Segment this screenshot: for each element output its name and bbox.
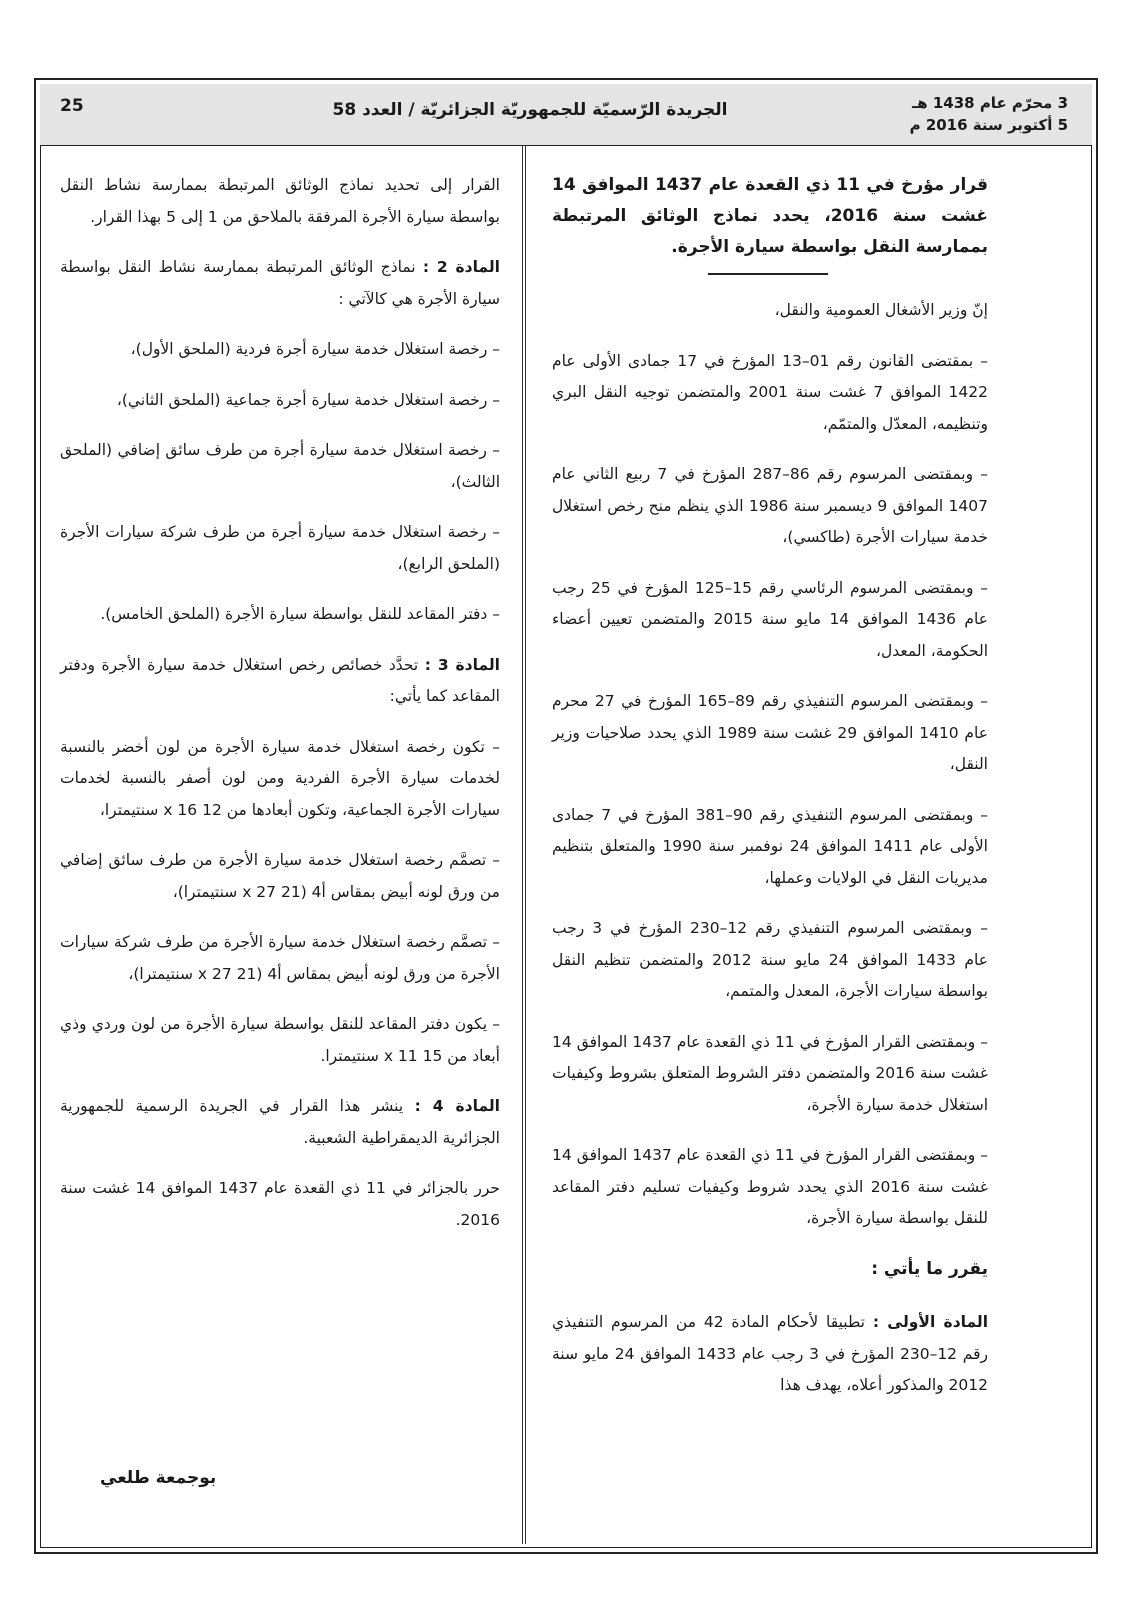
consideration-item: – وبمقتضى المرسوم التنفيذي رقم 90–381 المؤرخ في 7 جمادى الأولى عام 1411 الموافق 24 نوفمبر سنة 1990 والمتعلق بتنظيم مديريات النقل في الولايات وعملها، bbox=[552, 805, 988, 887]
article-3-text: تحدَّد خصائص رخص استغلال خدمة سيارة الأجرة ودفتر المقاعد كما يأتي: bbox=[60, 655, 500, 705]
header-date bbox=[868, 92, 1068, 136]
article-3-label: المادة 3 : bbox=[424, 655, 500, 674]
article-2-item: – رخصة استغلال خدمة سيارة أجرة من طرف شركة سيارات الأجرة (الملحق الرابع)، bbox=[60, 523, 500, 573]
decree-intro: إنّ وزير الأشغال العمومية والنقل، bbox=[774, 301, 988, 319]
consideration-item: – بمقتضى القانون رقم 01–13 المؤرخ في 17 جمادى الأولى عام 1422 الموافق 7 غشت سنة 2001 والمتضمن توجيه النقل البري وتنظيمه، المعدّل والمتمّم، bbox=[552, 351, 988, 433]
article-3-item: – تكون رخصة استغلال خدمة سيارة الأجرة من لون أخضر بالنسبة لخدمات سيارة الأجرة الفردية ومن لون أصفر بالنسبة لخدمات سيارات الأجرة الجماعية، وتكون أبعادها من 12 x 16 سنتيمترا، bbox=[60, 737, 500, 819]
consideration-item: – وبمقتضى المرسوم التنفيذي رقم 12–230 المؤرخ في 3 رجب عام 1433 الموافق 24 مايو سنة 2012 والمتضمن تنظيم النقل بواسطة سيارات الأجرة، المعدل والمتمم، bbox=[552, 919, 989, 1000]
page-number: 25 bbox=[60, 96, 84, 116]
article-2-text: نماذج الوثائق المرتبطة بممارسة نشاط النقل بواسطة سيارة الأجرة هي كالآتي : bbox=[60, 258, 500, 308]
consideration-item: – وبمقتضى المرسوم التنفيذي رقم 89–165 المؤرخ في 27 محرم عام 1410 الموافق 29 غشت سنة 1989 الذي يحدد صلاحيات وزير النقل، bbox=[552, 692, 988, 773]
article-3-item: – تصمَّم رخصة استغلال خدمة سيارة الأجرة من طرف سائق إضافي من ورق لونه أبيض بمقاس أ4 (21 x 27 سنتيمترا)، bbox=[60, 851, 500, 901]
article-3-item: – تصمَّم رخصة استغلال خدمة سيارة الأجرة من طرف شركة سيارات الأجرة من ورق لونه أبيض بمقاس أ4 (21 x 27 سنتيمترا)، bbox=[60, 933, 500, 983]
article-2 bbox=[60, 252, 500, 315]
article-2-item: – رخصة استغلال خدمة سيارة أجرة فردية (الملحق الأول)، bbox=[130, 340, 500, 358]
article-2-item: – رخصة استغلال خدمة سيارة أجرة جماعية (الملحق الثاني)، bbox=[116, 390, 500, 409]
article-1-text: تطبيقا لأحكام المادة 42 من المرسوم التنفيذي رقم 12–230 المؤرخ في 3 رجب عام 1433 الموافق 24 مايو سنة 2012 والمذكور أعلاه، يهدف هذا bbox=[552, 1313, 988, 1394]
decides-heading: يقرر ما يأتي : bbox=[871, 1258, 988, 1279]
article-2-label: المادة 2 : bbox=[422, 258, 500, 276]
article-3-item: – يكون دفتر المقاعد للنقل بواسطة سيارة الأجرة من لون وردي وذي أبعاد من 15 x 11 سنتيمترا. bbox=[60, 1015, 500, 1065]
column-separator bbox=[522, 146, 526, 1544]
article-1-label: المادة الأولى : bbox=[872, 1313, 989, 1331]
decree-title: قرار مؤرخ في 11 ذي القعدة عام 1437 الموافق 14 غشت سنة 2016، يحدد نماذج الوثائق المرتبطة بممارسة النقل بواسطة سيارة الأجرة. bbox=[552, 175, 989, 257]
article-3 bbox=[60, 650, 500, 713]
consideration-item: – وبمقتضى المرسوم رقم 86–287 المؤرخ في 7 ربيع الثاني عام 1407 الموافق 9 ديسمبر سنة 1986 الذي ينظم منح رخص استغلال خدمة سيارات الأجرة (طاكسي)، bbox=[552, 465, 988, 546]
right-column bbox=[552, 170, 988, 1421]
article-4-label: المادة 4 : bbox=[414, 1097, 500, 1115]
article-4 bbox=[60, 1091, 500, 1154]
header-hijri-date: 3 محرّم عام 1438 هـ bbox=[912, 94, 1068, 112]
page-header bbox=[40, 84, 1092, 146]
consideration-item: – وبمقتضى المرسوم الرئاسي رقم 15–125 المؤرخ في 25 رجب عام 1436 الموافق 14 مايو سنة 2015 والمتضمن تعيين أعضاء الحكومة، المعدل، bbox=[552, 578, 989, 660]
article-2-item: – رخصة استغلال خدمة سيارة أجرة من طرف سائق إضافي (الملحق الثالث)، bbox=[60, 441, 500, 491]
article-1 bbox=[552, 1307, 988, 1402]
signature: بوجمعة طلعي bbox=[100, 1468, 217, 1488]
header-title: الجريدة الرّسميّة للجمهوريّة الجزائريّة / العدد 58 bbox=[332, 100, 728, 120]
article-4-text: ينشر هذا القرار في الجريدة الرسمية للجمهورية الجزائرية الديمقراطية الشعبية. bbox=[60, 1097, 500, 1147]
consideration-item: – وبمقتضى القرار المؤرخ في 11 ذي القعدة عام 1437 الموافق 14 غشت سنة 2016 والمتضمن دفتر الشروط المتعلق بشروط وكيفيات استغلال خدمة سيارة الأجرة، bbox=[552, 1032, 989, 1114]
article-1-continued: القرار إلى تحديد نماذج الوثائق المرتبطة بممارسة نشاط النقل بواسطة سيارة الأجرة المرفقة بالملاحق من 1 إلى 5 بهذا القرار. bbox=[60, 176, 500, 226]
article-2-item: – دفتر المقاعد للنقل بواسطة سيارة الأجرة (الملحق الخامس). bbox=[100, 605, 500, 623]
closing-statement: حرر بالجزائر في 11 ذي القعدة عام 1437 الموافق 14 غشت سنة 2016. bbox=[60, 1179, 501, 1229]
title-divider bbox=[708, 273, 828, 275]
consideration-item: – وبمقتضى القرار المؤرخ في 11 ذي القعدة عام 1437 الموافق 14 غشت سنة 2016 الذي يحدد شروط وكيفيات تسليم دفتر المقاعد للنقل بواسطة سيارة الأجرة، bbox=[552, 1146, 988, 1227]
header-gregorian-date: 5 أكتوبر سنة 2016 م bbox=[909, 116, 1068, 134]
left-column bbox=[60, 170, 500, 1255]
